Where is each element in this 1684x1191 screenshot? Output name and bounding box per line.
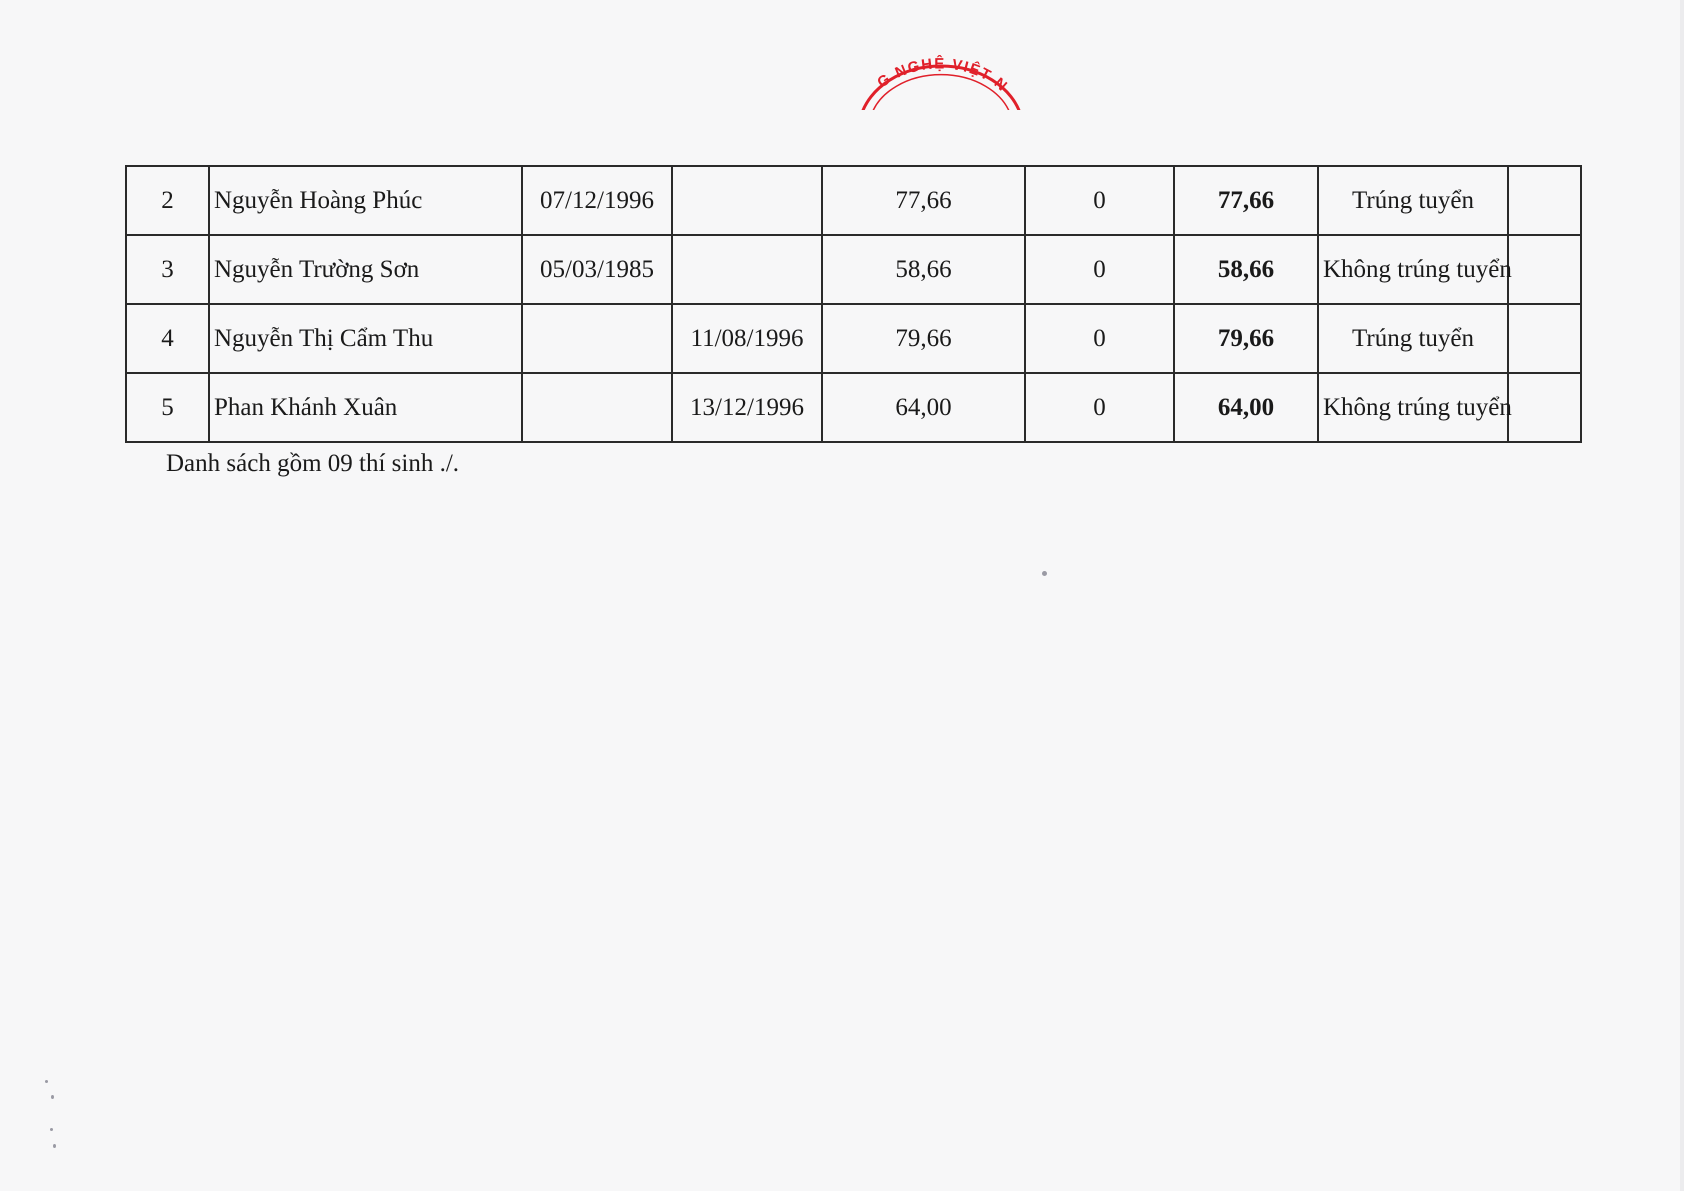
list-summary-note: Danh sách gồm 09 thí sinh ./. [166,450,460,477]
cell-priority: 0 [1025,166,1174,235]
cell-total: 58,66 [1174,235,1318,304]
cell-result: Trúng tuyển [1318,166,1508,235]
cell-stt: 4 [126,304,209,373]
cell-name: Nguyễn Thị Cẩm Thu [209,304,522,373]
cell-priority: 0 [1025,373,1174,442]
cell-priority: 0 [1025,235,1174,304]
page-edge [1680,0,1684,1191]
seal-stamp [855,40,1030,110]
cell-total: 64,00 [1174,373,1318,442]
scan-speck [1042,571,1047,576]
cell-dob-male: 07/12/1996 [522,166,672,235]
cell-name: Nguyễn Hoàng Phúc [209,166,522,235]
cell-note [1508,304,1581,373]
cell-total: 79,66 [1174,304,1318,373]
cell-dob-male [522,373,672,442]
cell-dob-female: 13/12/1996 [672,373,822,442]
table-row [126,235,1581,304]
cell-priority: 0 [1025,304,1174,373]
cell-result: Trúng tuyển [1318,304,1508,373]
cell-score: 58,66 [822,235,1025,304]
cell-note [1508,235,1581,304]
table-row [126,304,1581,373]
table-row [126,166,1581,235]
scan-speck [53,1144,56,1148]
cell-dob-male: 05/03/1985 [522,235,672,304]
cell-dob-male [522,304,672,373]
table-row [126,373,1581,442]
cell-name: Nguyễn Trường Sơn [209,235,522,304]
cell-total: 77,66 [1174,166,1318,235]
cell-score: 64,00 [822,373,1025,442]
cell-stt: 2 [126,166,209,235]
cell-dob-female [672,235,822,304]
cell-score: 77,66 [822,166,1025,235]
scan-speck [50,1128,53,1131]
cell-result: Không trúng tuyển [1318,373,1508,442]
scan-speck [45,1080,48,1083]
cell-note [1508,166,1581,235]
scan-speck [51,1095,54,1099]
results-table [125,165,1582,443]
cell-note [1508,373,1581,442]
cell-score: 79,66 [822,304,1025,373]
cell-stt: 5 [126,373,209,442]
cell-stt: 3 [126,235,209,304]
cell-dob-female: 11/08/1996 [672,304,822,373]
cell-dob-female [672,166,822,235]
cell-result: Không trúng tuyển [1318,235,1508,304]
seal-stamp-text: G NGHỆ VIỆT N [874,55,1012,96]
cell-name: Phan Khánh Xuân [209,373,522,442]
